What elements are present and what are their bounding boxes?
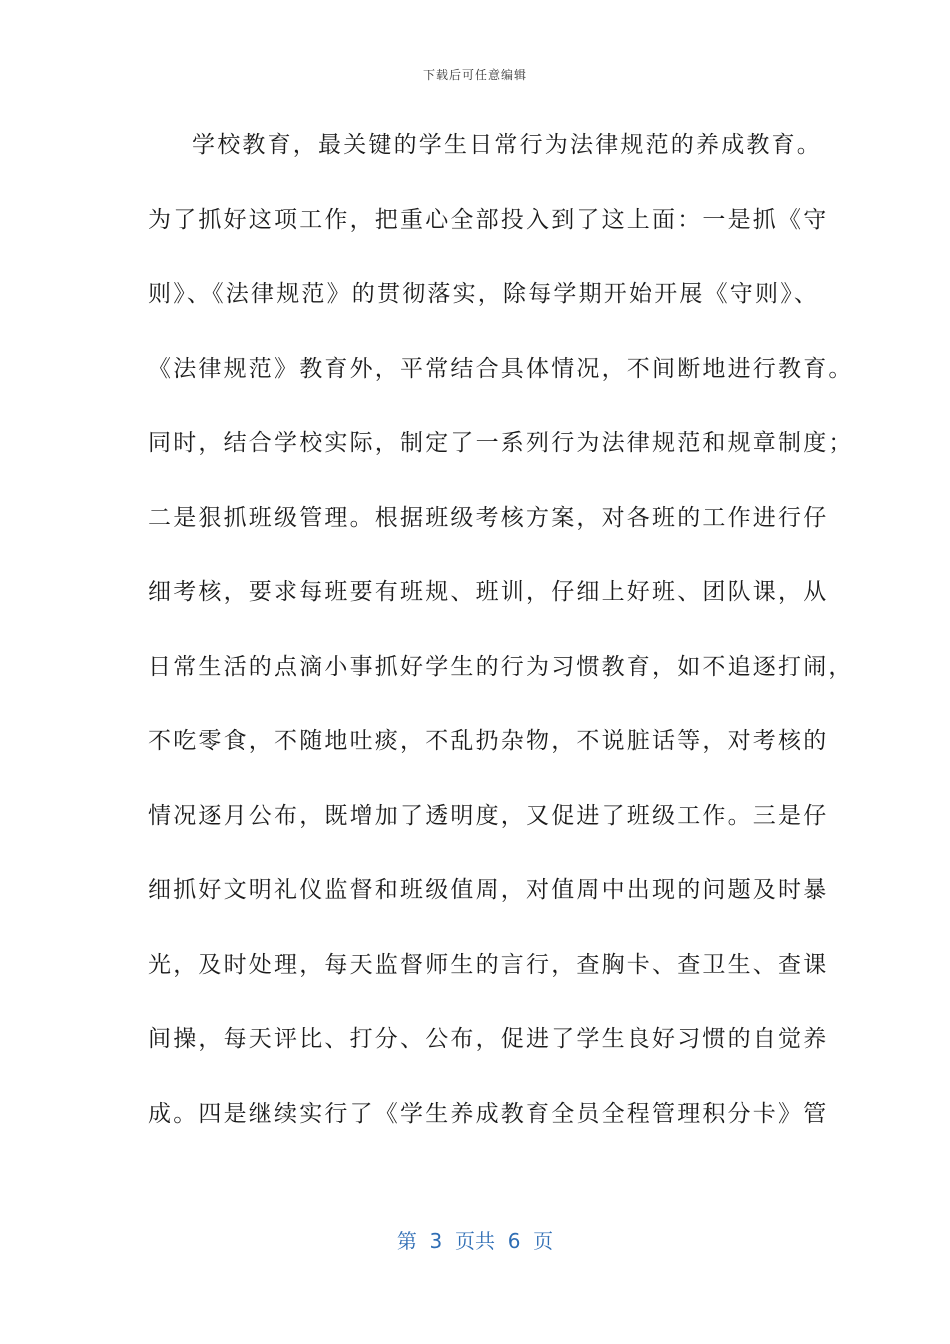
body-line: 细抓好文明礼仪监督和班级值周，对值周中出现的问题及时暴 [148, 877, 829, 903]
body-line: 间操，每天评比、打分、公布，促进了学生良好习惯的自觉养 [148, 1026, 829, 1052]
body-line: 日常生活的点滴小事抓好学生的行为习惯教育，如不追逐打闹， [148, 653, 854, 680]
body-line: 为了抓好这项工作，把重心全部投入到了这上面：一是抓《守 [148, 206, 829, 233]
body-line: 同时，结合学校实际，制定了一系列行为法律规范和规章制度； [148, 430, 854, 456]
body-line: 则》、《法律规范》的贯彻落实，除每学期开始开展《守则》、 [148, 281, 820, 307]
body-line: 学校教育，最关键的学生日常行为法律规范的养成教育。 [192, 132, 822, 158]
body-line: 情况逐月公布，既增加了透明度，又促进了班级工作。三是仔 [148, 802, 829, 829]
body-line: 《法律规范》教育外，平常结合具体情况，不间断地进行教育。 [148, 355, 854, 382]
body-line: 光，及时处理，每天监督师生的言行，查胸卡、查卫生、查课 [148, 951, 829, 978]
header-note: 下载后可任意编辑 [422, 68, 527, 82]
body-line: 细考核，要求每班要有班规、班训，仔细上好班、团队课，从 [148, 579, 829, 605]
body-line: 不吃零食，不随地吐痰，不乱扔杂物，不说脏话等，对考核的 [148, 728, 829, 754]
page-number: 第 3 页共 6 页 [396, 1229, 554, 1253]
document-body [148, 125, 854, 1168]
body-line: 成。四是继续实行了《学生养成教育全员全程管理积分卡》管 [148, 1100, 829, 1127]
body-line: 二是狠抓班级管理。根据班级考核方案，对各班的工作进行仔 [148, 504, 829, 531]
